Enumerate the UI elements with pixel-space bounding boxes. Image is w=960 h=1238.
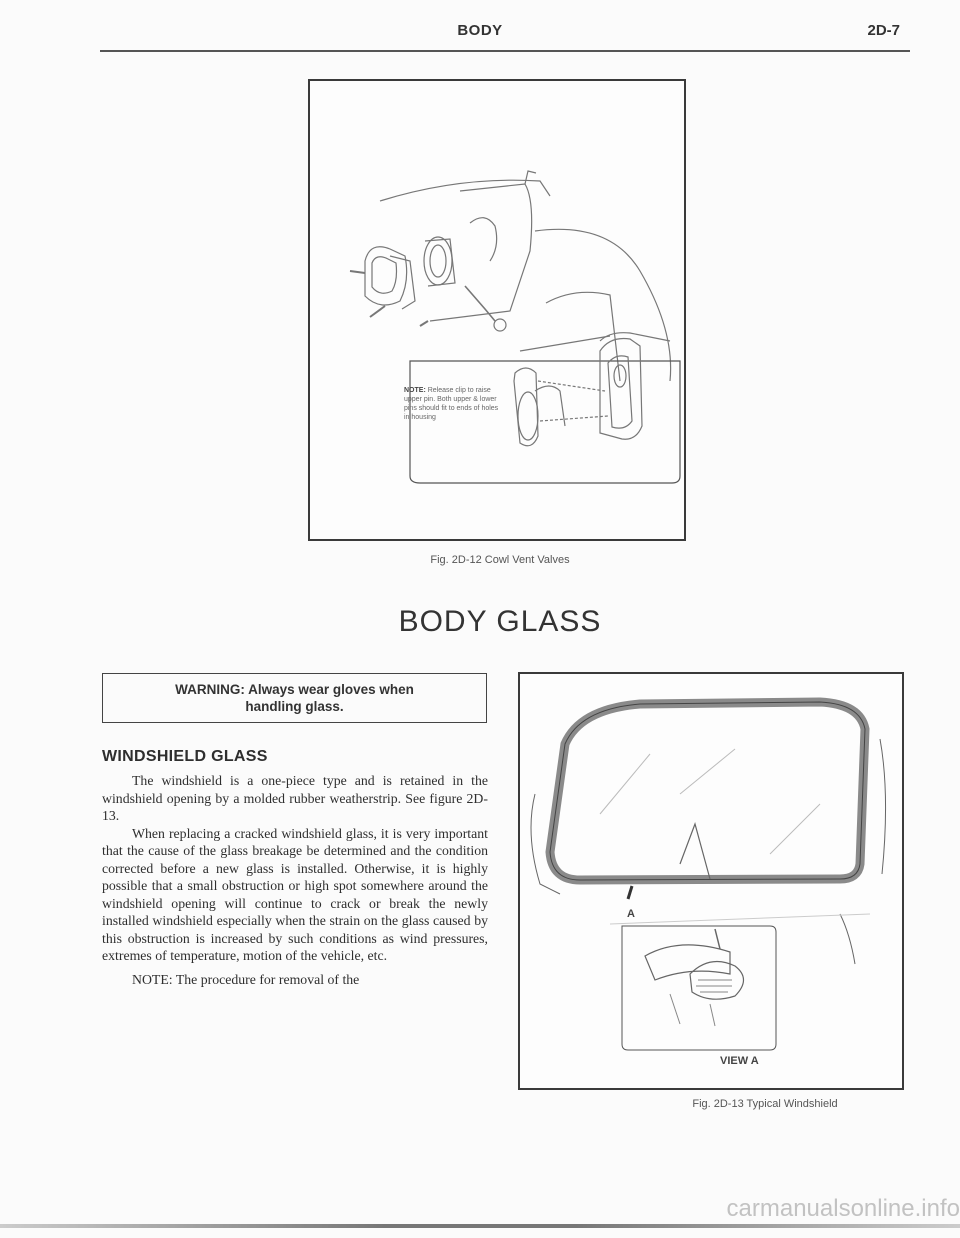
windshield-body-text [102,772,488,988]
footer-rule [0,1224,960,1228]
figure-caption-2d-13: Fig. 2D-13 Typical Windshield [692,1098,838,1110]
section-title: BODY GLASS [398,605,602,638]
cowl-vent-illustration [310,81,684,539]
warning-line-2: handling glass. [245,699,344,714]
cowl-vent-note [404,386,504,422]
cowl-vent-figure [308,79,686,541]
note-text: Release clip to raise upper pin. Both upper & lower pins should fit to ends of holes in housing [404,387,499,421]
windshield-figure [518,672,904,1090]
windshield-paragraph-2: When replacing a cracked windshield glass, it is very important that the cause of the glass breakage be determined and the condition corrected before a new glass is installed. Otherwise, it is highly possible that a small obstruction or high spot somewhere around the windshield opening will continue to crack or break the newly installed windshield especially when the strain on the glass caused by this obstruction is increased by such conditions as wind pressures, extremes of temperature, motion of the vehicle, etc. [102,825,488,963]
warning-line-1: WARNING: Always wear gloves when [175,682,414,697]
windshield-illustration [520,674,902,1088]
view-a-label: VIEW A [720,1055,759,1067]
warning-box [102,673,487,723]
windshield-glass-heading: WINDSHIELD GLASS [102,748,268,765]
running-header-title: BODY [457,22,503,39]
note-label: NOTE: [404,387,426,394]
header-rule [100,50,910,52]
figure-caption-2d-12: Fig. 2D-12 Cowl Vent Valves [430,554,570,566]
watermark: carmanualsonline.info [726,1195,960,1222]
windshield-note: NOTE: The procedure for removal of the [132,971,360,987]
page-number: 2D-7 [867,22,900,39]
callout-a-label: A [627,908,635,920]
windshield-paragraph-1: The windshield is a one-piece type and is retained in the windshield opening by a molded rubber weatherstrip. See figure 2D-13. [102,773,488,823]
